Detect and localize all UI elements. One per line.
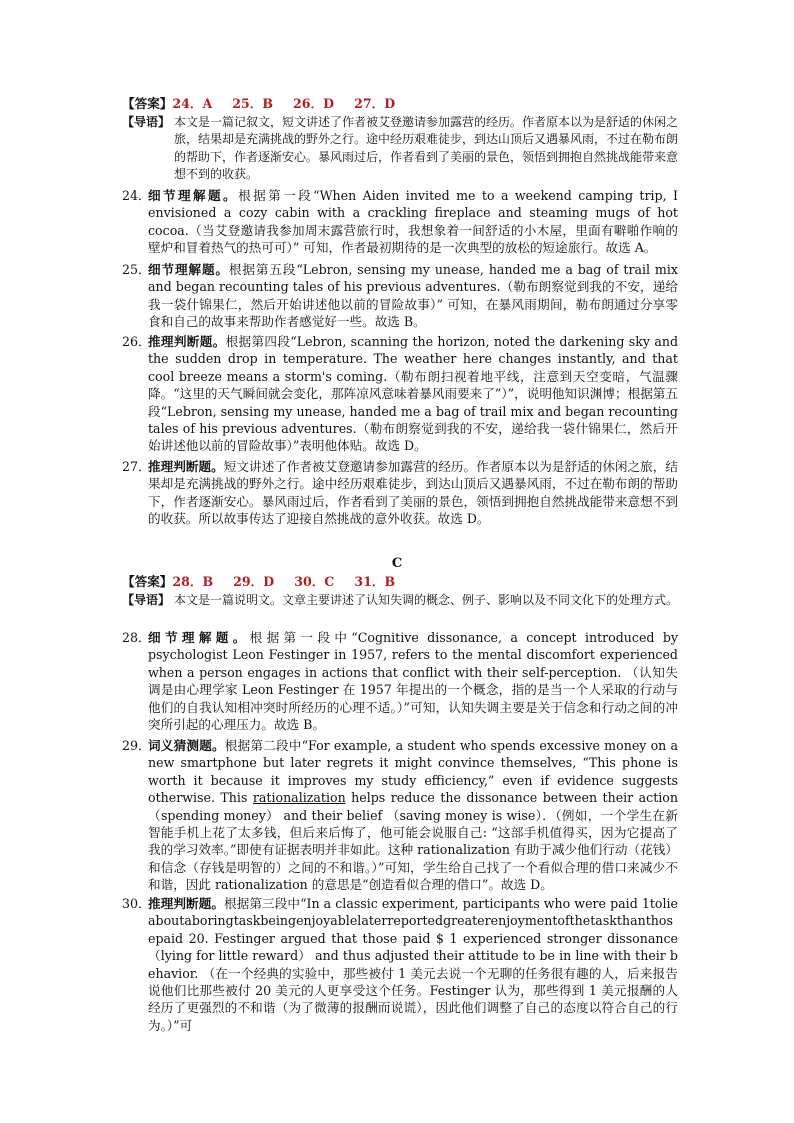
- explanation-24: [122, 187, 678, 257]
- explanation-26: [122, 333, 678, 455]
- guide-text: 本文是一篇记叙文，短文讲述了作者被艾登邀请参加露营的经历。作者原本以为是舒适的休闲之旅，结果却是充满挑战的野外之行。途中经历艰难徒步，到达山顶后又遇暴风雨，不过在勒布朗的帮助下，作者逐渐安心。暴风雨过后，作者看到了美丽的景色，领悟到拥抱自然挑战能带来意想不到的收获。: [174, 115, 679, 182]
- explanation-30: [122, 895, 678, 1034]
- answer-label: 【答案】: [122, 574, 173, 589]
- item-text-after: helps reduce the dissonance between their action （spending money） and their belief （saving money is wise）．（例如，一个学生在新智能手机上花了太多钱，但后来后悔了，他可能会说服自己: “这部手机值得买，因为它提高了我的学习效率。”即使有证据表明并非如此。这种 rationalization 有助于减少他们行动（花钱）和信念（存钱是明智的）之间的不和谐。）”可知，学生给自己找了一个看似合理的借口来减少不和谐，因此 rationalization 的意思是“创造看似合理的借口”。故选 D。: [148, 790, 678, 893]
- guide-c: [122, 592, 678, 609]
- item-text-before: 根据第二段中“For example, a student who spends excessive money on a new smartphone but later regrets it might convince themselves, “This phone is worth it because it improves my study efficiency,” even if evidence suggests otherwise. This: [148, 738, 679, 806]
- item-body: [122, 895, 678, 1034]
- item-number: 25．: [122, 262, 151, 277]
- item-text: 根据第一段中“Cognitive dissonance, a concept introduced by psychologist Leon Festinger in 1957, refers to the mental discomfort experienced when a person engages in actions that conflict with their self-perception. （认知失调是由心理学家 Leon Festinger 在 1957 年提出的一个概念，指的是当一个人采取的行动与他们的自我认知相冲突时所经历的心理不适。）”可知，认知失调主要是关于信念和行动之间的冲突所引起的心理压力。故选 B。: [148, 630, 679, 733]
- item-category: 推理判断题。: [148, 334, 226, 350]
- item-text: 根据第一段“When Aiden invited me to a weekend camping trip, I envisioned a cozy cabin with a crackling fireplace and steaming mugs of hot cocoa.（当艾登邀请我参加周末露营旅行时，我想象着一间舒适的小木屋，里面有噼啪作响的壁炉和冒着热气的热可可）” 可知，作者最初期待的是一次典型的放松的短途旅行。故选 A。: [148, 188, 679, 256]
- answer-31: 31．B: [354, 574, 396, 589]
- item-number: 30．: [122, 896, 151, 911]
- explanation-25: [122, 261, 678, 331]
- item-category: 细节理解题。: [148, 262, 229, 278]
- answer-29: 29．D: [233, 574, 275, 589]
- answer-30: 30．C: [294, 574, 335, 589]
- item-category: 词义猜测题。: [148, 738, 225, 754]
- item-number: 26．: [122, 334, 151, 349]
- item-body: [122, 333, 678, 455]
- answer-26: 26．D: [293, 96, 335, 111]
- item-body: [122, 261, 678, 331]
- item-body: [122, 737, 678, 894]
- guide-text: 本文是一篇说明文。文章主要讲述了认知失调的概念、例子、影响以及不同文化下的处理方式。: [174, 593, 679, 607]
- answer-line-c: [122, 573, 682, 590]
- section-heading-c: C: [391, 556, 403, 571]
- item-body: [122, 629, 678, 733]
- answer-line-b: [122, 95, 682, 112]
- item-category: 细节理解题。: [148, 188, 239, 204]
- item-number: 24．: [122, 188, 151, 203]
- item-text: 根据第五段“Lebron, sensing my unease, handed me a bag of trail mix and began recounting tales of his previous adventures.（勒布朗察觉到我的不安，递给我一袋什锦果仁，然后开始讲述他以前的冒险故事）” 可知，在暴风雨期间，勒布朗通过分享零食和自己的故事来帮助作者感觉好一些。故选 B。: [148, 262, 678, 330]
- item-number: 29．: [122, 738, 151, 753]
- item-category: 细节理解题。: [148, 630, 250, 646]
- item-text: 短文讲述了作者被艾登邀请参加露营的经历。作者原本以为是舒适的休闲之旅，结果却是充满挑战的野外之行。途中经历艰难徒步，到达山顶后又遇暴风雨，不过在勒布朗的帮助下，作者逐渐安心。暴风雨过后，作者看到了美丽的景色，领悟到拥抱自然挑战能带来意想不到的收获。所以故事传达了迎接自然挑战的意外收获。故选 D。: [148, 459, 679, 527]
- underlined-word: rationalization: [252, 790, 346, 806]
- item-body: [122, 187, 678, 257]
- item-category: 推理判断题。: [148, 459, 224, 475]
- answer-28: 28．B: [172, 574, 214, 589]
- answer-label: 【答案】: [122, 96, 173, 111]
- item-category: 推理判断题。: [148, 896, 225, 912]
- answer-27: 27．D: [354, 96, 396, 111]
- explanation-28: [122, 629, 678, 733]
- answer-25: 25．B: [232, 96, 274, 111]
- explanation-27: [122, 458, 678, 528]
- guide-label: 【导语】: [122, 115, 171, 129]
- item-number: 28．: [122, 630, 151, 645]
- guide-b: [122, 114, 678, 184]
- explanation-29: [122, 737, 678, 894]
- item-number: 27．: [122, 459, 151, 474]
- item-text: 根据第四段“Lebron, scanning the horizon, noted the darkening sky and the sudden drop in temperature. The weather here changes instantly, and that cool breeze means a storm's coming.（勒布朗扫视着地平线，注意到天空变暗，气温骤降。“这里的天气瞬间就会变化，那阵凉风意味着暴风雨要来了”）”，说明他知识渊博；根据第五段“Lebron, sensing my unease, handed me a bag of trail mix and began recounting tales of his previous adventures.（勒布朗察觉到我的不安，递给我一袋什锦果仁，然后开始讲述他以前的冒险故事）”表明他体贴。故选 D。: [148, 334, 679, 454]
- answer-24: 24．A: [172, 96, 213, 111]
- item-body: [122, 458, 678, 528]
- guide-label: 【导语】: [122, 593, 171, 607]
- item-text: 根据第三段中“In a classic experiment, participants who were paid 1tolieaboutaboringtaskbeingenjoyablelaterreportedgreaterenjoymentofthetaskthanthosepaid 20. Festinger argued that those paid $ 1 experienced stronger dissonance （lying for little reward） and thus adjusted their attitude to be in line with their behavior. （在一个经典的实验中，那些被付 1 美元去说一个无聊的任务很有趣的人，后来报告说他们比那些被付 20 美元的人更享受这个任务。Festinger 认为，那些得到 1 美元报酬的人经历了更强烈的不和谐（为了微薄的报酬而说谎），因此他们调整了自己的态度以符合自己的行为。）”可: [148, 896, 678, 1033]
